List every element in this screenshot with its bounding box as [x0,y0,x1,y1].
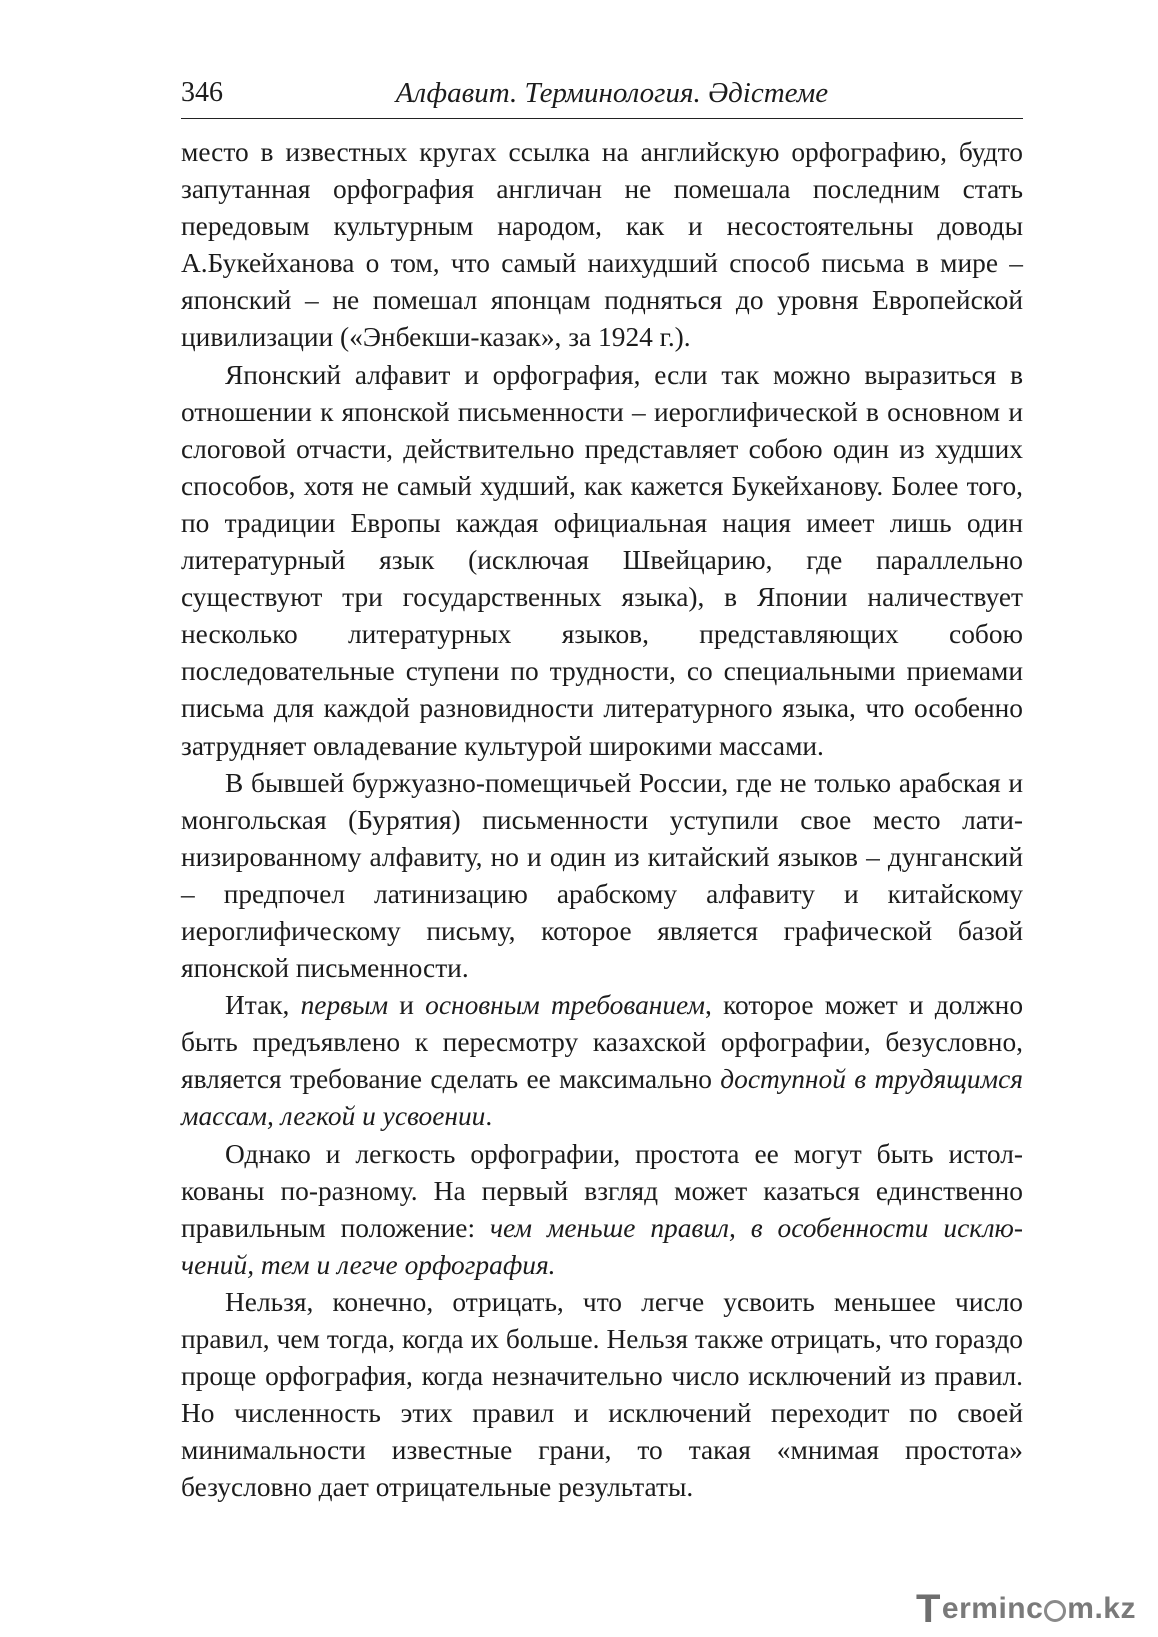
watermark-text-part2: m.kz [1067,1592,1136,1625]
paragraph [181,357,1023,765]
paragraph [181,1136,1023,1284]
paragraph [181,987,1023,1135]
text-segment: Нельзя, конечно, отрицать, что легче усвоить меньшее число правил, чем тогда, когда их больше. Нельзя также отрицать, что гораздо проще орфография, когда незначительно число исключений из правил. Но численность этих правил и исключений переходит по своей минимальности известные грани, то такая «мнимая простота» безусловно дает отрицательные результаты. [181,1286,1023,1503]
watermark-logo-letter: T [915,1587,941,1631]
text-segment: . [485,1101,493,1132]
italic-text-segment: первым [300,990,389,1021]
text-segment: место в известных кругах ссылка на английскую орфографию, будто запутанная орфография англичан не помешала последним стать передовым культурным народом, как и несостоятельны доводы А.Букейханова о том, что самый наихудший способ письма в мире – японский – не помешал японцам подняться до уровня Европейской цивилизации («Энбекши-казак», за 1924 г.). [181,137,1023,353]
italic-text-segment: основным требованием [425,990,706,1021]
page-header [181,72,1023,119]
paragraph [181,1284,1023,1507]
text-segment: Однако и легкость орфографии, простота ее могут быть истолкованы по-разному. На первый взгляд может казаться единственно правильным положение: [181,1138,1023,1243]
italic-text-segment: чем меньше правил, в особенности исключений, тем и легче орфография. [181,1212,1023,1280]
text-segment: и [388,990,426,1021]
running-title: Алфавит. Терминология. Әдістеме [395,77,829,109]
globe-icon [1044,1600,1066,1622]
text-segment: В бывшей буржуазно-помещичьей России, где не только арабская и монгольская (Бурятия) письменности уступили свое место латинизированному алфавиту, но и один из китайский языков – дунганский – предпочел латинизацию арабскому алфавиту и китайскому иероглифическому письму, которое является графической базой японской письменности. [181,767,1023,984]
body-text [181,134,1023,1506]
text-segment: Японский алфавит и орфография, если так можно выразиться в отношении к японской письменности – иероглифической в основном и слоговой отчасти, действительно представляет собою один из худших способов, хотя не самый худший, как кажется Букейханову. Более того, по традиции Европы каждая официальная нация имеет лишь один литературный язык (исключая Швейцарию, где параллельно существуют три государственных языка), в Японии наличествует несколько литературных языков, представляющих собою последовательные ступени по трудности, со специальными приемами письма для каждой разновидности литературного языка, что особенно затрудняет овладевание культурой широкими массами. [181,359,1023,761]
text-segment: Итак, [225,990,301,1021]
paragraph [181,134,1023,357]
text-segment: , которое может и должно быть предъявлено к пересмотру казахской орфографии, безусловно, является требование сделать ее максимально [181,990,1024,1095]
italic-text-segment: доступной в трудящимся массам, легкой и усвоении [181,1064,1023,1132]
site-watermark [916,1587,1136,1631]
page-number: 346 [181,77,223,108]
watermark-text-part1: erminc [941,1592,1044,1625]
paragraph [181,765,1023,988]
